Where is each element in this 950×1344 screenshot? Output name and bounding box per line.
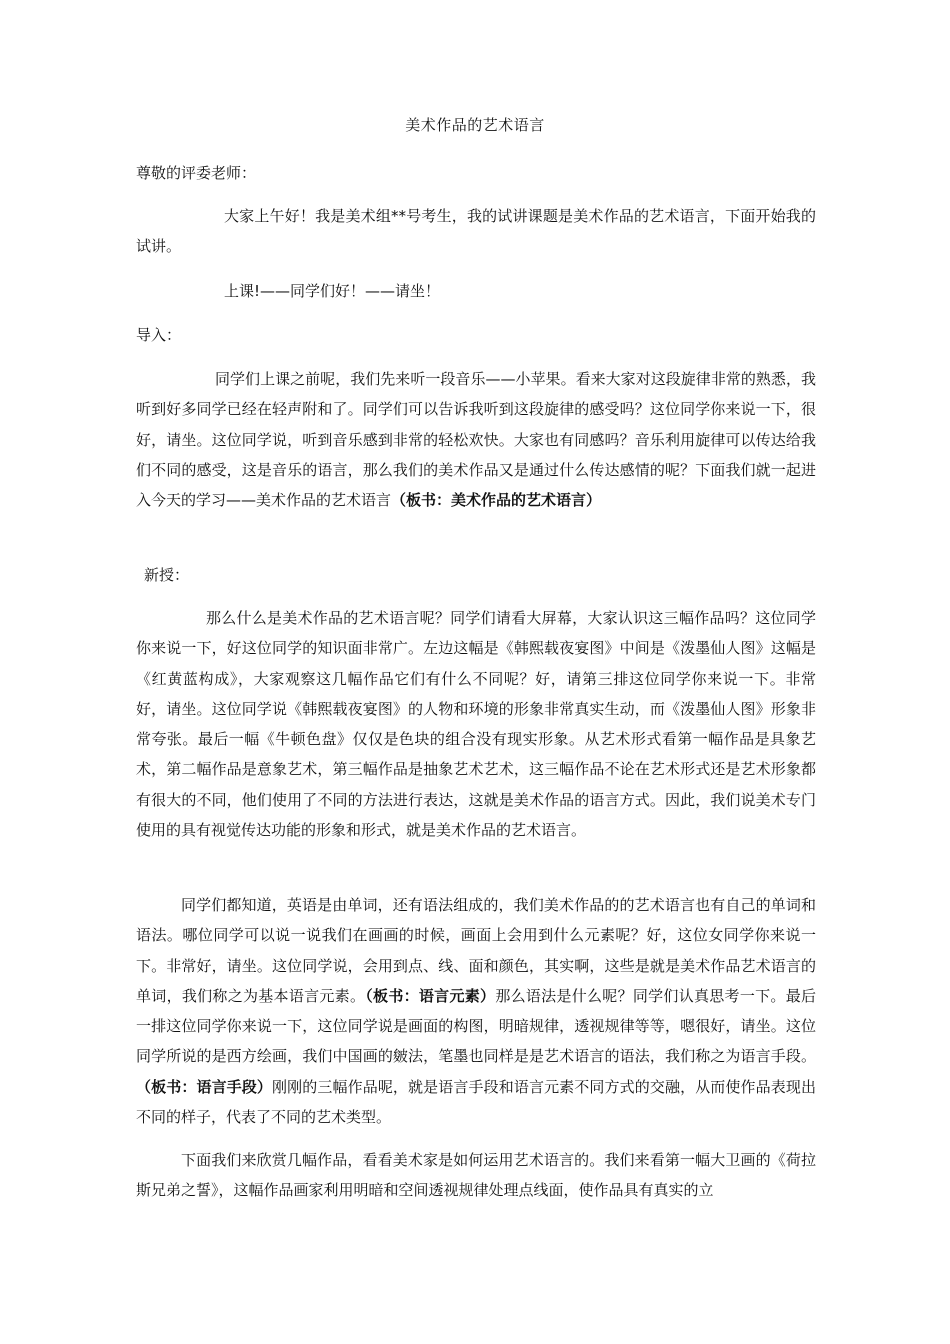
lesson-paragraph-1: 那么什么是美术作品的艺术语言呢？同学们请看大屏幕，大家认识这三幅作品吗？这位同学你来说一下，好这位同学的知识面非常广。左边这幅是《韩熙载夜宴图》中间是《泼墨仙人图》这幅是《红黄蓝构成》，大家观察这几幅作品它们有什么不同呢？好，请第三排这位同学你来说一下。非常好，请坐。这位同学说《韩熙载夜宴图》的人物和环境的形象非常真实生动，而《泼墨仙人图》形象非常夸张。最后一幅《牛顿色盘》仅仅是色块的组合没有现实形象。从艺术形式看第一幅作品是具象艺术，第二幅作品是意象艺术，第三幅作品是抽象艺术艺术，这三幅作品不论在艺术形式还是艺术形象都有很大的不同，他们使用了不同的方法进行表达，这就是美术作品的语言方式。因此，我们说美术专门使用的具有视觉传达功能的形象和形式，就是美术作品的艺术语言。: [136, 609, 816, 840]
lesson-paragraph-2-part-2: 那么语法是什么呢？同学们认真思考一下。最后一排这位同学你来说一下，这位同学说是画面的构图，明暗规律，透视规律等等，嗯很好，请坐。这位同学所说的是西方绘画，我们中国画的皴法，笔墨也同样是是艺术语言的语法，我们称之为语言手段。: [136, 986, 816, 1066]
lesson-paragraph-2-part-1: 同学们都知道，英语是由单词，还有语法组成的，我们美术作品的的艺术语言也有自己的单词和语法。哪位同学可以说一说我们在画画的时候，画面上会用到什么元素呢？好，这位女同学你来说一下。非常好，请坐。这位同学说，会用到点、线、面和颜色，其实啊，这些是就是美术作品艺术语言的单词，我们称之为基本语言元素。: [136, 896, 816, 1005]
greeting-paragraph: 大家上午好！我是美术组**号考生，我的试讲课题是美术作品的艺术语言，下面开始我的试讲。: [136, 207, 816, 256]
lesson-paragraph-2: [136, 890, 816, 1132]
lesson-paragraph-2-part-3: 刚刚的三幅作品呢，就是语言手段和语言元素不同方式的交融，从而使作品表现出不同的样子，代表了不同的艺术类型。: [136, 1077, 816, 1127]
board-note-language-elements: （板书：语言元素）: [365, 986, 496, 1005]
document-title: 美术作品的艺术语言: [405, 116, 545, 134]
board-note-language-means: （板书：语言手段）: [136, 1077, 273, 1096]
salutation: 尊敬的评委老师：: [136, 164, 257, 182]
new-lesson-heading: 新授：: [144, 566, 190, 584]
intro-heading: 导入：: [136, 326, 182, 344]
class-start-line: 上课!——同学们好！——请坐！: [224, 282, 441, 300]
board-note-title: （板书：美术作品的艺术语言）: [391, 491, 602, 510]
intro-paragraph-text: 同学们上课之前呢，我们先来听一段音乐——小苹果。看来大家对这段旋律非常的熟悉，我听到好多同学已经在轻声附和了。同学们可以告诉我听到这段旋律的感受吗？这位同学你来说一下，很好，请坐。这位同学说，听到音乐感到非常的轻松欢快。大家也有同感吗？音乐利用旋律可以传达给我们不同的感受，这是音乐的语言，那么我们的美术作品又是通过什么传达感情的呢？下面我们就一起进入今天的学习——美术作品的艺术语言: [136, 370, 816, 510]
intro-paragraph: [136, 364, 816, 515]
lesson-paragraph-3: 下面我们来欣赏几幅作品，看看美术家是如何运用艺术语言的。我们来看第一幅大卫画的《荷拉斯兄弟之誓》，这幅作品画家利用明暗和空间透视规律处理点线面，使作品具有真实的立: [136, 1151, 816, 1200]
